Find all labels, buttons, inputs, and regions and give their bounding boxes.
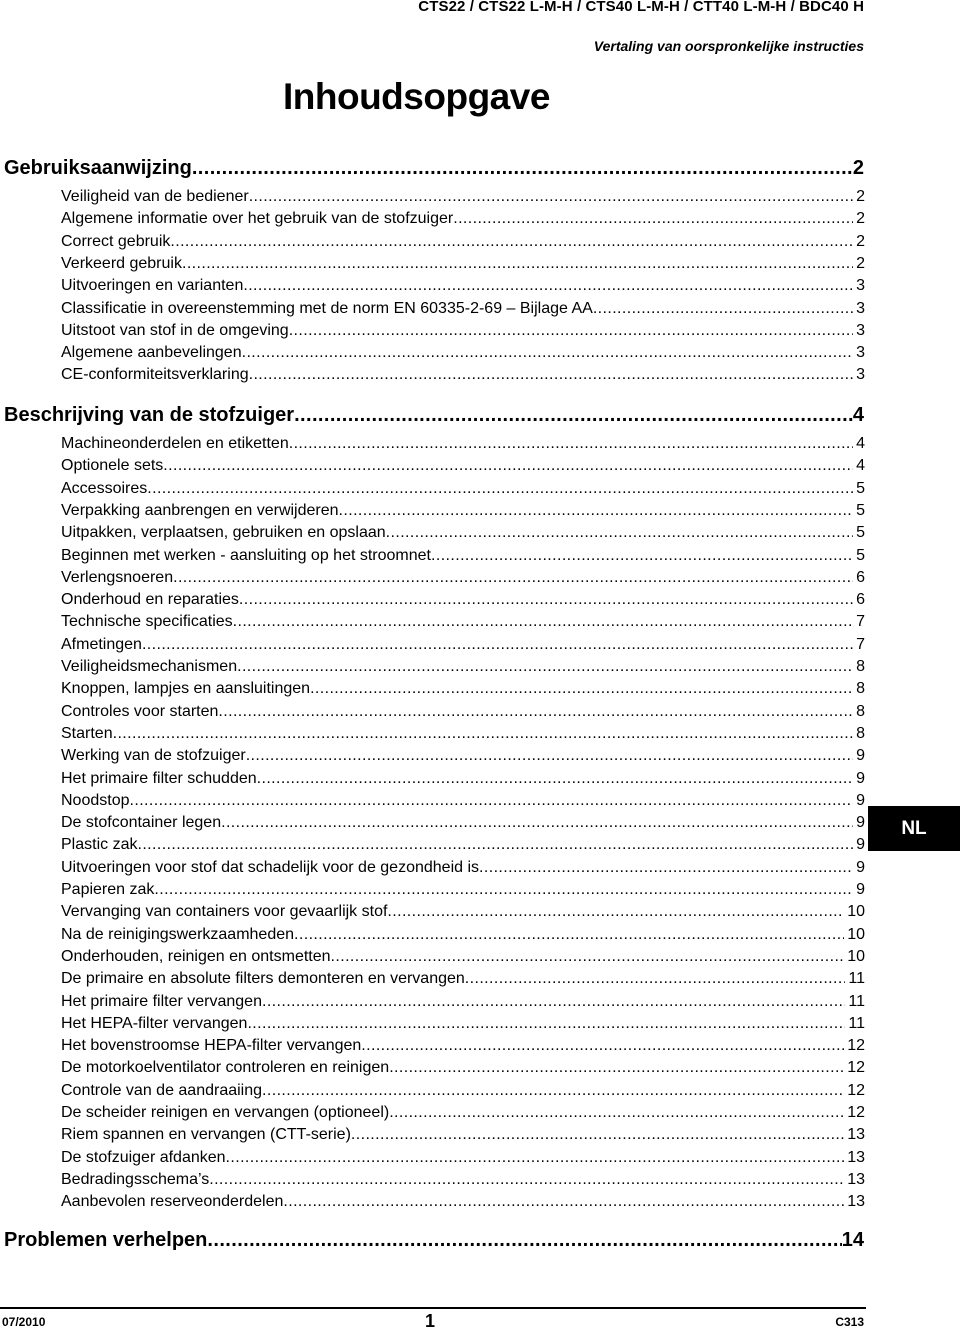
toc-entry-title: De motorkoelventilator controleren en reinigen xyxy=(61,1059,390,1077)
header-models: CTS22 / CTS22 L-M-H / CTS40 L-M-H / CTT40 L-M-H / BDC40 H xyxy=(418,0,864,15)
toc-entry-page: 2 xyxy=(856,232,865,250)
toc-entry xyxy=(61,680,865,701)
toc-entry-title: Papieren zak xyxy=(61,881,155,898)
toc-entry xyxy=(61,502,865,523)
toc-entry-page: 5 xyxy=(856,524,865,542)
footer-page-number: 1 xyxy=(425,1311,436,1331)
toc-entry-title: Starten xyxy=(61,724,113,742)
toc-entry xyxy=(61,435,865,456)
toc-entry-page: 5 xyxy=(856,479,865,497)
toc-entry-title: Het primaire filter vervangen xyxy=(61,992,262,1010)
toc-section-entry xyxy=(4,157,864,183)
toc-entry-page: 13 xyxy=(847,1170,865,1188)
toc-entry-page: 10 xyxy=(847,925,865,943)
toc-entry-title: Beginnen met werken - aansluiting op het stroomnet xyxy=(61,546,431,564)
toc-entry xyxy=(61,814,865,835)
toc-leader-dots xyxy=(339,502,854,520)
toc-entry-title: De primaire en absolute filters demonteren en vervangen xyxy=(61,970,465,988)
toc-entry xyxy=(61,1082,865,1103)
toc-entry-page: 12 xyxy=(847,1081,865,1099)
toc-entry-page: 9 xyxy=(856,881,865,898)
toc-entry-title: Beschrijving van de stofzuiger xyxy=(4,404,295,426)
toc-entry xyxy=(61,658,865,679)
toc-entry xyxy=(61,547,865,568)
toc-leader-dots xyxy=(237,658,853,676)
toc-entry xyxy=(61,636,865,657)
toc-entry-title: Het primaire filter schudden xyxy=(61,769,257,787)
toc-leader-dots xyxy=(130,792,854,810)
toc-entry-title: Onderhouden, reinigen en ontsmetten xyxy=(61,947,331,965)
toc-entry-page: 3 xyxy=(856,366,865,384)
toc-entry xyxy=(61,993,865,1014)
toc-leader-dots xyxy=(386,524,853,542)
toc-entry xyxy=(61,366,865,387)
toc-leader-dots xyxy=(389,1104,844,1122)
toc-entry xyxy=(61,457,865,478)
toc-entry xyxy=(61,524,865,545)
toc-entry-page: 3 xyxy=(856,277,865,295)
toc-entry xyxy=(61,1104,865,1125)
toc-leader-dots xyxy=(593,300,853,318)
toc-entry-title: Verkeerd gebruik xyxy=(61,254,182,272)
toc-entry-page: 4 xyxy=(856,457,865,475)
toc-leader-dots xyxy=(242,344,854,362)
toc-entry-title: Uitvoeringen voor stof dat schadelijk voor de gezondheid is xyxy=(61,858,480,876)
toc-entry xyxy=(61,613,865,634)
toc-entry-page: 3 xyxy=(856,344,865,362)
toc-entry-title: Uitstoot van stof in de omgeving xyxy=(61,321,289,339)
toc-entry xyxy=(61,300,865,321)
toc-leader-dots xyxy=(257,770,853,788)
toc-leader-dots xyxy=(154,881,853,899)
toc-entry xyxy=(61,903,865,924)
toc-leader-dots xyxy=(209,1171,844,1189)
toc-entry-title: Correct gebruik xyxy=(61,232,171,250)
toc-entry-page: 5 xyxy=(856,501,865,519)
toc-leader-dots xyxy=(465,970,846,988)
toc-section-entry xyxy=(4,1229,864,1255)
toc-entry xyxy=(61,1193,865,1214)
toc-entry-title: Bedradingsschema’s xyxy=(61,1170,210,1188)
toc-entry-page: 12 xyxy=(847,1037,865,1055)
toc-entry-title: De scheider reinigen en vervangen (optioneel) xyxy=(61,1104,390,1121)
toc-leader-dots xyxy=(163,457,853,475)
toc-entry-page: 9 xyxy=(856,747,865,765)
toc-leader-dots xyxy=(192,157,853,180)
toc-entry-title: Aanbevolen reserveonderdelen xyxy=(61,1193,284,1211)
toc-entry xyxy=(61,255,865,276)
toc-entry xyxy=(61,948,865,969)
toc-entry-page: 9 xyxy=(856,858,865,876)
toc-entry xyxy=(61,1149,865,1170)
toc-leader-dots xyxy=(249,188,853,206)
footer-date: 07/2010 xyxy=(2,1315,46,1329)
toc-entry xyxy=(61,836,865,857)
toc-entry xyxy=(61,725,865,746)
toc-leader-dots xyxy=(389,1059,844,1077)
toc-entry xyxy=(61,881,865,902)
toc-entry-page: 13 xyxy=(847,1193,865,1211)
toc-entry xyxy=(61,1059,865,1080)
toc-entry-page: 11 xyxy=(848,1014,865,1032)
toc-entry-title: Het bovenstroomse HEPA-filter vervangen xyxy=(61,1037,362,1055)
toc-entry xyxy=(61,1171,865,1192)
toc-entry xyxy=(61,322,865,343)
toc-entry-title: Verlengsnoeren xyxy=(61,568,174,586)
toc-entry-page: 14 xyxy=(841,1229,864,1251)
toc-entry xyxy=(61,792,865,813)
toc-entry-page: 4 xyxy=(856,435,865,452)
toc-entry-page: 12 xyxy=(847,1059,865,1077)
toc-entry-page: 13 xyxy=(847,1148,865,1166)
toc-leader-dots xyxy=(289,435,853,453)
toc-entry xyxy=(61,344,865,365)
toc-entry-page: 11 xyxy=(848,970,865,988)
toc-entry-page: 4 xyxy=(852,404,864,426)
toc-entry-title: Riem spannen en vervangen (CTT-serie) xyxy=(61,1126,351,1144)
toc-leader-dots xyxy=(289,322,853,340)
toc-entry-title: Vervanging van containers voor gevaarlijk stof xyxy=(61,903,388,921)
toc-entry-title: Noodstop xyxy=(61,791,130,809)
toc-entry-title: Optionele sets xyxy=(61,457,164,475)
toc-section-entry xyxy=(4,404,864,430)
toc-entry-title: Plastic zak xyxy=(61,836,138,854)
toc-leader-dots xyxy=(142,636,853,654)
toc-leader-dots xyxy=(170,233,853,251)
toc-entry-page: 13 xyxy=(847,1126,865,1144)
toc-entry-title: Algemene informatie over het gebruik van de stofzuiger xyxy=(61,210,454,228)
toc-leader-dots xyxy=(351,1126,844,1144)
toc-leader-dots xyxy=(243,277,853,295)
toc-entry xyxy=(61,703,865,724)
toc-entry-page: 8 xyxy=(856,658,865,675)
toc-entry-title: Uitvoeringen en varianten xyxy=(61,277,244,295)
toc-entry-page: 9 xyxy=(856,836,865,854)
toc-leader-dots xyxy=(173,569,853,587)
footer-divider xyxy=(0,1307,866,1309)
toc-entry xyxy=(61,591,865,612)
toc-leader-dots xyxy=(246,747,853,765)
toc-entry xyxy=(61,970,865,991)
toc-entry-page: 8 xyxy=(856,724,865,742)
toc-entry-page: 7 xyxy=(856,613,865,631)
toc-entry xyxy=(61,747,865,768)
toc-entry-page: 3 xyxy=(856,299,865,317)
toc-entry-title: Knoppen, lampjes en aansluitingen xyxy=(61,680,311,698)
toc-entry-page: 7 xyxy=(856,635,865,653)
toc-leader-dots xyxy=(479,859,853,877)
page-title: Inhoudsopgave xyxy=(283,76,550,117)
toc-entry-title: CE-conformiteitsverklaring xyxy=(61,366,249,384)
toc-entry-title: De stofcontainer legen xyxy=(61,814,222,832)
toc-leader-dots xyxy=(294,404,853,427)
toc-leader-dots xyxy=(331,948,845,966)
toc-entry-title: Afmetingen xyxy=(61,635,142,653)
toc-entry-page: 6 xyxy=(856,591,865,609)
toc-leader-dots xyxy=(113,725,854,743)
toc-entry-page: 2 xyxy=(856,188,865,205)
toc-entry-title: Problemen verhelpen xyxy=(4,1229,208,1251)
toc-entry-page: 2 xyxy=(856,254,865,272)
toc-entry xyxy=(61,859,865,880)
toc-leader-dots xyxy=(239,591,853,609)
toc-entry-title: Technische specificaties xyxy=(61,613,233,631)
toc-entry-title: Verpakking aanbrengen en verwijderen xyxy=(61,501,339,519)
toc-leader-dots xyxy=(137,836,853,854)
toc-entry-title: Classificatie in overeenstemming met de norm EN 60335-2-69 – Bijlage AA xyxy=(61,299,593,317)
toc-entry xyxy=(61,770,865,791)
toc-entry-page: 2 xyxy=(852,157,864,179)
toc-entry-page: 6 xyxy=(856,568,865,586)
toc-entry-title: Uitpakken, verplaatsen, gebruiken en opslaan xyxy=(61,524,386,542)
toc-leader-dots xyxy=(361,1037,844,1055)
toc-leader-dots xyxy=(294,926,844,944)
toc-entry-title: Algemene aanbevelingen xyxy=(61,344,242,362)
toc-leader-dots xyxy=(249,366,853,384)
toc-entry-page: 10 xyxy=(847,903,865,921)
toc-entry xyxy=(61,277,865,298)
toc-leader-dots xyxy=(431,547,853,565)
toc-entry xyxy=(61,569,865,590)
toc-entry xyxy=(61,926,865,947)
toc-entry-title: Controles voor starten xyxy=(61,702,219,720)
toc-entry-page: 8 xyxy=(856,702,865,720)
toc-entry xyxy=(61,1015,865,1036)
toc-entry-title: Machineonderdelen en etiketten xyxy=(61,435,289,452)
toc-leader-dots xyxy=(218,703,853,721)
toc-entry-title: Veiligheidsmechanismen xyxy=(61,658,238,675)
toc-entry-title: Gebruiksaanwijzing xyxy=(4,157,192,179)
toc-leader-dots xyxy=(262,1082,844,1100)
toc-leader-dots xyxy=(262,993,845,1011)
footer-code: C313 xyxy=(835,1315,864,1329)
toc-entry xyxy=(61,1126,865,1147)
toc-entry-page: 3 xyxy=(856,321,865,339)
toc-entry-page: 2 xyxy=(856,210,865,228)
toc-entry xyxy=(61,233,865,254)
toc-leader-dots xyxy=(233,613,853,631)
toc-entry-title: Werking van de stofzuiger xyxy=(61,747,246,765)
toc-entry xyxy=(61,210,865,231)
toc-entry xyxy=(61,1037,865,1058)
toc-leader-dots xyxy=(221,814,853,832)
toc-leader-dots xyxy=(310,680,853,698)
toc-leader-dots xyxy=(453,210,853,228)
toc-leader-dots xyxy=(147,480,853,498)
toc-entry-page: 9 xyxy=(856,791,865,809)
toc-entry-title: Accessoires xyxy=(61,479,148,497)
toc-entry-page: 8 xyxy=(856,680,865,698)
toc-entry xyxy=(61,480,865,501)
toc-leader-dots xyxy=(207,1229,841,1252)
header-subtitle: Vertaling van oorspronkelijke instructies xyxy=(593,38,864,54)
language-tab: NL xyxy=(868,806,960,851)
toc-entry xyxy=(61,188,865,209)
toc-entry-title: Onderhoud en reparaties xyxy=(61,591,239,609)
toc-entry-page: 12 xyxy=(847,1104,865,1121)
toc-entry-title: De stofzuiger afdanken xyxy=(61,1148,226,1166)
toc-entry-title: Controle van de aandraaiing xyxy=(61,1081,263,1099)
toc-leader-dots xyxy=(182,255,853,273)
toc-leader-dots xyxy=(226,1149,845,1167)
toc-entry-page: 9 xyxy=(856,814,865,832)
toc-leader-dots xyxy=(247,1015,845,1033)
toc-entry-title: Na de reinigingswerkzaamheden xyxy=(61,925,295,943)
toc-entry-page: 5 xyxy=(856,546,865,564)
toc-entry-title: Veiligheid van de bediener xyxy=(61,188,249,205)
toc-leader-dots xyxy=(387,903,844,921)
toc-entry-title: Het HEPA-filter vervangen xyxy=(61,1014,248,1032)
toc-entry-page: 11 xyxy=(848,992,865,1010)
toc-leader-dots xyxy=(283,1193,844,1211)
toc-entry-page: 9 xyxy=(856,769,865,787)
toc-entry-page: 10 xyxy=(847,947,865,965)
